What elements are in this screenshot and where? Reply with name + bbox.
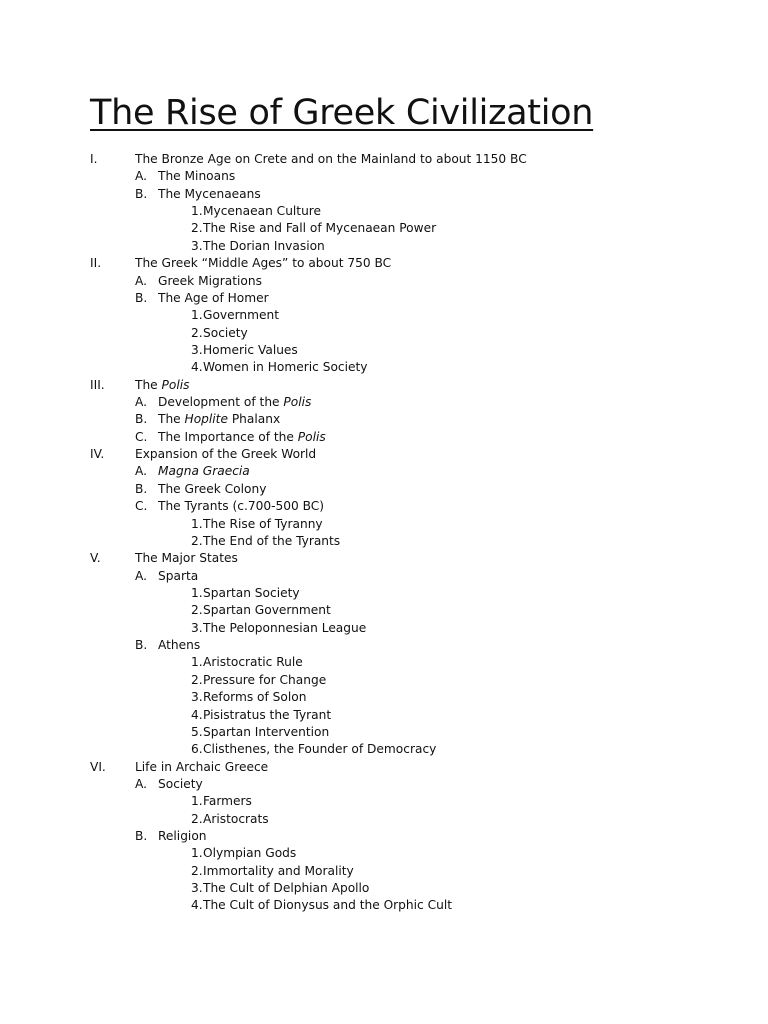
document-title: The Rise of Greek Civilization [90, 93, 594, 133]
outline-list [0, 151, 768, 915]
outline-item-text [203, 811, 269, 828]
outline-item-level-3 [0, 585, 768, 602]
outline-item-text-segment: Pressure for Change [203, 672, 327, 687]
outline-item-marker: III. [90, 377, 105, 392]
outline-item-text-segment: The End of the Tyrants [203, 533, 341, 548]
outline-item-level-2 [0, 186, 768, 203]
outline-item-marker: 3. [191, 881, 203, 896]
outline-item-marker: 1. [191, 204, 203, 219]
outline-item-text [135, 151, 527, 168]
outline-item-text [203, 845, 296, 862]
outline-item-marker: C. [135, 499, 148, 514]
outline-item-text [203, 689, 306, 706]
outline-item-level-3 [0, 741, 768, 758]
outline-item-text-segment: Society [203, 325, 248, 340]
outline-item-text [158, 290, 269, 307]
outline-item-text [203, 585, 300, 602]
outline-item-text [158, 394, 311, 411]
outline-item-marker: I. [90, 152, 98, 166]
outline-item-marker: 6. [191, 742, 203, 757]
outline-item-text [203, 793, 252, 810]
outline-item-text [135, 377, 189, 394]
outline-item-level-3 [0, 342, 768, 359]
outline-item-marker: B. [135, 186, 148, 201]
outline-item-marker: A. [135, 776, 147, 791]
outline-item-text [158, 273, 262, 290]
outline-item-marker: B. [135, 290, 148, 305]
outline-item-marker: C. [135, 429, 148, 444]
outline-item-text [135, 550, 238, 567]
outline-item-text-segment: Farmers [203, 794, 252, 809]
outline-item-level-3 [0, 793, 768, 810]
outline-item-text [203, 342, 298, 359]
outline-item-marker: A. [135, 273, 147, 288]
outline-item-text-segment: Women in Homeric Society [203, 360, 368, 375]
outline-item-level-1 [0, 151, 768, 168]
outline-item-level-3 [0, 880, 768, 897]
outline-item-text [203, 238, 325, 255]
outline-item-italic-text: Polis [283, 395, 312, 410]
outline-item-text-segment: Society [158, 776, 203, 791]
outline-item-level-3 [0, 602, 768, 619]
outline-item-marker: IV. [90, 447, 105, 462]
outline-item-level-2 [0, 828, 768, 845]
outline-item-level-1 [0, 377, 768, 394]
outline-item-italic-text: Magna Graecia [158, 464, 250, 479]
outline-item-text-segment: The Cult of Dionysus and the Orphic Cult [203, 898, 452, 913]
outline-item-italic-text: Hoplite [184, 412, 228, 427]
outline-item-text-segment: The Greek Colony [158, 481, 267, 496]
outline-item-level-2 [0, 273, 768, 290]
outline-item-text-segment: Development of the [158, 395, 284, 410]
outline-item-marker: II. [90, 256, 102, 271]
outline-item-text [158, 776, 203, 793]
outline-item-text [203, 325, 248, 342]
outline-item-text [158, 429, 326, 446]
outline-item-level-3 [0, 654, 768, 671]
outline-item-level-2 [0, 498, 768, 515]
outline-item-text [135, 446, 316, 463]
outline-item-level-2 [0, 463, 768, 480]
outline-item-marker: 2. [191, 603, 203, 618]
outline-item-text [203, 897, 452, 914]
outline-item-marker: 1. [191, 655, 203, 670]
outline-item-text [158, 481, 266, 498]
outline-item-level-2 [0, 429, 768, 446]
outline-item-marker: 4. [191, 898, 203, 913]
outline-item-level-1 [0, 255, 768, 272]
outline-item-text-segment: Government [203, 308, 280, 323]
outline-item-level-1 [0, 446, 768, 463]
outline-item-marker: A. [135, 568, 147, 583]
outline-item-marker: 2. [191, 325, 203, 340]
outline-item-marker: 3. [191, 620, 203, 635]
outline-item-text [203, 602, 331, 619]
outline-item-level-3 [0, 724, 768, 741]
outline-item-level-2 [0, 411, 768, 428]
outline-item-marker: B. [135, 481, 148, 496]
outline-item-level-2 [0, 776, 768, 793]
outline-item-level-3 [0, 516, 768, 533]
outline-item-italic-text: Polis [297, 429, 326, 444]
outline-item-level-2 [0, 290, 768, 307]
outline-item-text [203, 203, 321, 220]
outline-item-level-3 [0, 238, 768, 255]
outline-item-text-segment: The Peloponnesian League [203, 620, 367, 635]
outline-item-level-3 [0, 220, 768, 237]
outline-item-text-segment: The Age of Homer [158, 290, 269, 305]
outline-item-text-segment: Sparta [158, 568, 199, 583]
outline-item-level-3 [0, 689, 768, 706]
outline-item-text [203, 516, 323, 533]
outline-item-marker: A. [135, 169, 147, 184]
outline-item-text [203, 707, 331, 724]
outline-item-text [135, 255, 391, 272]
outline-item-text-segment: The Mycenaeans [158, 186, 261, 201]
outline-item-text-segment: The Importance of the [158, 429, 298, 444]
outline-item-marker: 4. [191, 707, 203, 722]
outline-item-text [203, 359, 367, 376]
outline-item-text-segment: The Greek “Middle Ages” to about 750 BC [135, 256, 392, 271]
outline-item-marker: 3. [191, 238, 203, 253]
outline-item-text-segment: Clisthenes, the Founder of Democracy [203, 742, 437, 757]
outline-item-text [158, 411, 280, 428]
outline-item-text-segment: Mycenaean Culture [203, 204, 322, 219]
outline-item-marker: V. [90, 551, 101, 566]
outline-item-marker: 2. [191, 533, 203, 548]
outline-item-text-segment: The [135, 377, 162, 392]
outline-item-text [158, 463, 250, 480]
outline-item-text [158, 498, 324, 515]
outline-item-text-segment: The Bronze Age on Crete and on the Mainland to about 1150 BC [135, 152, 527, 166]
outline-item-text-segment: Reforms of Solon [203, 690, 307, 705]
outline-item-text [158, 168, 235, 185]
outline-item-text [203, 533, 340, 550]
outline-item-level-3 [0, 897, 768, 914]
outline-item-marker: B. [135, 638, 148, 653]
outline-item-text-segment: The Major States [135, 551, 238, 566]
outline-item-marker: 3. [191, 342, 203, 357]
outline-item-text [203, 620, 366, 637]
outline-item-text-segment: The Cult of Delphian Apollo [203, 881, 370, 896]
outline-item-marker: A. [135, 395, 147, 410]
outline-item-text [158, 568, 198, 585]
outline-item-text [158, 186, 261, 203]
outline-item-text-segment: Phalanx [227, 412, 281, 427]
outline-item-level-3 [0, 845, 768, 862]
outline-item-level-2 [0, 168, 768, 185]
outline-item-level-3 [0, 672, 768, 689]
outline-item-italic-text: Polis [161, 377, 190, 392]
outline-item-text-segment: The Rise and Fall of Mycenaean Power [203, 221, 437, 236]
outline-item-level-2 [0, 481, 768, 498]
outline-item-text-segment: The [158, 412, 185, 427]
outline-item-marker: 3. [191, 690, 203, 705]
outline-item-level-2 [0, 568, 768, 585]
outline-item-level-3 [0, 325, 768, 342]
outline-item-level-3 [0, 533, 768, 550]
outline-item-level-3 [0, 359, 768, 376]
outline-item-text-segment: Religion [158, 829, 207, 844]
outline-item-marker: 2. [191, 221, 203, 236]
outline-item-marker: 1. [191, 516, 203, 531]
outline-item-level-3 [0, 863, 768, 880]
outline-item-text-segment: Aristocrats [203, 811, 269, 826]
outline-item-text-segment: Immortality and Morality [203, 863, 354, 878]
outline-item-text [203, 307, 279, 324]
outline-item-text-segment: Pisistratus the Tyrant [203, 707, 332, 722]
outline-item-level-1 [0, 550, 768, 567]
outline-item-level-3 [0, 203, 768, 220]
outline-item-marker: B. [135, 829, 148, 844]
outline-item-text-segment: The Dorian Invasion [203, 238, 325, 253]
outline-item-text-segment: The Rise of Tyranny [203, 516, 323, 531]
outline-item-text-segment: Life in Archaic Greece [135, 759, 269, 774]
outline-item-marker: VI. [90, 759, 106, 774]
outline-item-marker: 4. [191, 360, 203, 375]
outline-item-marker: 1. [191, 585, 203, 600]
outline-item-marker: 1. [191, 794, 203, 809]
outline-item-level-3 [0, 811, 768, 828]
outline-item-text-segment: The Tyrants (c.700-500 BC) [158, 499, 325, 514]
outline-item-text [203, 863, 354, 880]
outline-item-marker: 2. [191, 672, 203, 687]
outline-item-level-1 [0, 759, 768, 776]
outline-item-text [158, 637, 200, 654]
outline-item-text [158, 828, 207, 845]
outline-item-marker: 5. [191, 724, 203, 739]
outline-item-text-segment: Greek Migrations [158, 273, 262, 288]
outline-item-text [203, 672, 326, 689]
outline-item-text [203, 220, 436, 237]
outline-item-marker: B. [135, 412, 148, 427]
outline-item-text-segment: Homeric Values [203, 342, 298, 357]
outline-item-marker: 1. [191, 846, 203, 861]
outline-item-marker: A. [135, 464, 147, 479]
outline-item-text-segment: Olympian Gods [203, 846, 297, 861]
outline-item-level-2 [0, 394, 768, 411]
outline-item-level-3 [0, 620, 768, 637]
outline-item-level-2 [0, 637, 768, 654]
outline-item-level-3 [0, 307, 768, 324]
outline-item-text-segment: Spartan Intervention [203, 724, 330, 739]
outline-item-text-segment: Spartan Government [203, 603, 331, 618]
outline-item-text [203, 654, 303, 671]
outline-item-text [203, 741, 436, 758]
outline-item-text-segment: Expansion of the Greek World [135, 447, 317, 462]
outline-item-text [203, 724, 329, 741]
outline-item-text [135, 759, 268, 776]
outline-item-text-segment: Aristocratic Rule [203, 655, 303, 670]
outline-item-marker: 1. [191, 308, 203, 323]
outline-item-text-segment: The Minoans [158, 169, 236, 184]
outline-item-marker: 2. [191, 811, 203, 826]
outline-item-text-segment: Spartan Society [203, 585, 300, 600]
outline-item-level-3 [0, 707, 768, 724]
outline-item-text-segment: Athens [158, 638, 201, 653]
outline-item-text [203, 880, 369, 897]
outline-item-marker: 2. [191, 863, 203, 878]
